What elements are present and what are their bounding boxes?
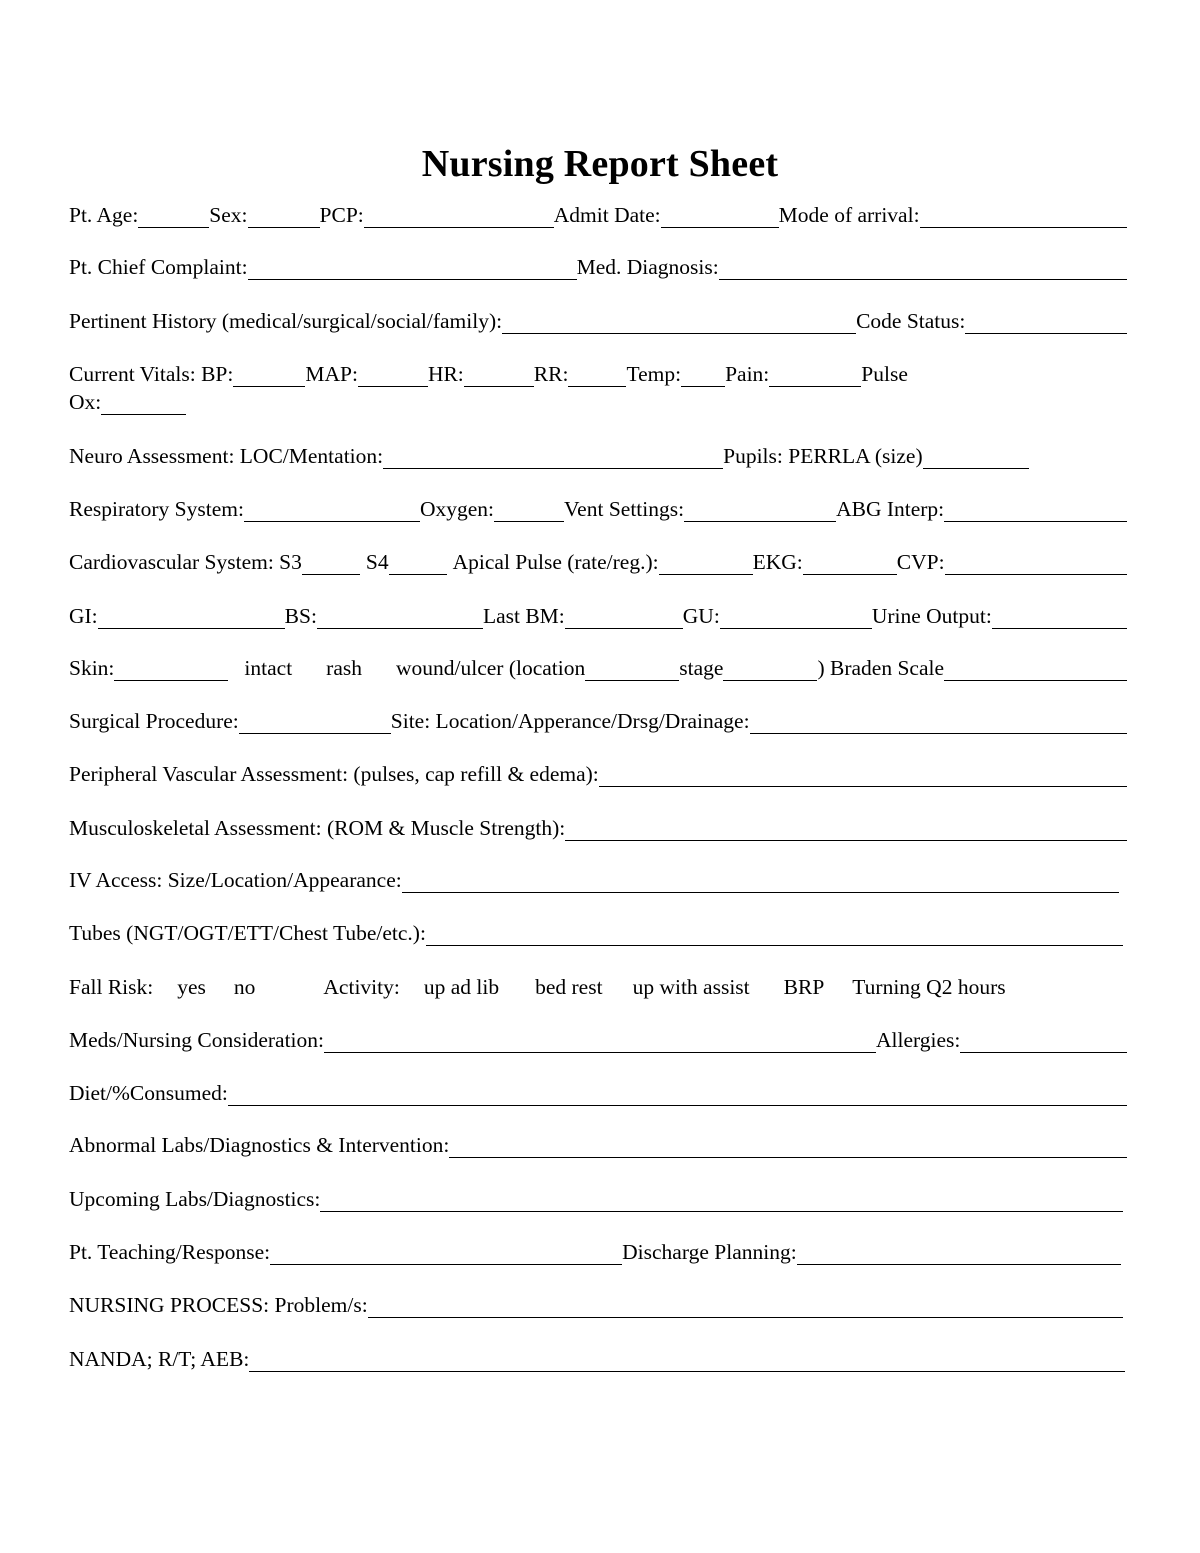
admit-date-label: Admit Date: [553, 203, 661, 227]
pain-field[interactable] [769, 366, 861, 387]
upcoming-labs-row [69, 1186, 1123, 1212]
nanda-row [69, 1346, 1125, 1372]
page-title: Nursing Report Sheet [421, 143, 779, 185]
history-row [69, 308, 1127, 334]
rr-field[interactable] [568, 366, 626, 387]
wound-location-field[interactable] [585, 660, 679, 681]
skin-option-intact[interactable]: intact [244, 656, 293, 680]
chief-complaint-label: Pt. Chief Complaint: [69, 255, 248, 279]
pulse-ox-field[interactable] [101, 394, 186, 415]
musculoskeletal-row [69, 815, 1127, 841]
surgical-procedure-label: Surgical Procedure: [69, 709, 239, 733]
braden-scale-label: ) Braden Scale [817, 656, 945, 680]
gu-field[interactable] [720, 608, 872, 629]
activity-up-with-assist[interactable]: up with assist [632, 975, 750, 999]
iv-access-field[interactable] [402, 872, 1119, 893]
fall-risk-no[interactable]: no [233, 975, 256, 999]
discharge-planning-field[interactable] [797, 1244, 1121, 1265]
respiratory-row [69, 496, 1127, 522]
surgical-procedure-field[interactable] [239, 713, 391, 734]
fall-activity-row [69, 974, 1127, 1000]
vent-settings-field[interactable] [684, 501, 836, 522]
gu-label: GU: [682, 604, 720, 628]
site-label: Site: Location/Apperance/Drsg/Drainage: [390, 709, 750, 733]
chief-complaint-field[interactable] [248, 259, 577, 280]
vitals-row [69, 361, 1127, 387]
activity-label: Activity: [323, 975, 400, 999]
vitals-row-continued [69, 389, 1127, 415]
code-status-field[interactable] [965, 313, 1127, 334]
ox-label: Ox: [69, 390, 102, 414]
loc-mentation-field[interactable] [383, 448, 723, 469]
complaint-row [69, 254, 1127, 280]
cvp-label: CVP: [896, 550, 945, 574]
diet-consumed-field[interactable] [228, 1085, 1127, 1106]
meds-row [69, 1027, 1127, 1053]
meds-nursing-label: Meds/Nursing Consideration: [69, 1028, 324, 1052]
musculoskeletal-label: Musculoskeletal Assessment: (ROM & Muscle Strength): [69, 816, 566, 840]
discharge-planning-label: Discharge Planning: [622, 1240, 797, 1264]
allergies-label: Allergies: [876, 1028, 961, 1052]
upcoming-labs-label: Upcoming Labs/Diagnostics: [69, 1187, 321, 1211]
age-field[interactable] [138, 207, 209, 228]
hr-label: HR: [427, 362, 464, 386]
tubes-field[interactable] [426, 925, 1123, 946]
abg-interp-field[interactable] [944, 501, 1127, 522]
peripheral-vascular-label: Peripheral Vascular Assessment: (pulses, cap refill & edema): [69, 762, 599, 786]
allergies-field[interactable] [960, 1032, 1127, 1053]
cardiovascular-s3-label: Cardiovascular System: S3 [69, 550, 302, 574]
teaching-row [69, 1239, 1121, 1265]
nanda-field[interactable] [249, 1351, 1125, 1372]
abnormal-labs-row [69, 1132, 1127, 1158]
vent-settings-label: Vent Settings: [564, 497, 685, 521]
bp-field[interactable] [233, 366, 305, 387]
site-field[interactable] [750, 713, 1127, 734]
abnormal-labs-field[interactable] [449, 1137, 1127, 1158]
mode-of-arrival-field[interactable] [920, 207, 1127, 228]
musculoskeletal-field[interactable] [565, 820, 1127, 841]
bs-label: BS: [284, 604, 317, 628]
upcoming-labs-field[interactable] [320, 1191, 1123, 1212]
activity-up-ad-lib[interactable]: up ad lib [423, 975, 500, 999]
activity-turning-q2-hours[interactable]: Turning Q2 hours [852, 975, 1006, 999]
nursing-process-row [69, 1292, 1123, 1318]
pupils-field[interactable] [923, 448, 1029, 469]
apical-pulse-label: Apical Pulse (rate/reg.): [452, 550, 659, 574]
urine-output-label: Urine Output: [871, 604, 992, 628]
code-status-label: Code Status: [856, 309, 966, 333]
med-diagnosis-label: Med. Diagnosis: [576, 255, 719, 279]
s4-label: S4 [365, 550, 389, 574]
surgical-row [69, 708, 1127, 734]
temp-label: Temp: [626, 362, 682, 386]
iv-access-label: IV Access: Size/Location/Appearance: [69, 868, 402, 892]
diet-consumed-label: Diet/%Consumed: [69, 1081, 228, 1105]
meds-nursing-field[interactable] [324, 1032, 876, 1053]
skin-option-rash[interactable]: rash [326, 656, 362, 680]
pulse-label: Pulse [861, 362, 908, 386]
age-label: Pt. Age: [69, 203, 139, 227]
sex-label: Sex: [209, 203, 248, 227]
gi-field[interactable] [98, 608, 285, 629]
diet-row [69, 1080, 1127, 1106]
nursing-process-label: NURSING PROCESS: Problem/s: [69, 1293, 368, 1317]
ekg-label: EKG: [752, 550, 803, 574]
respiratory-field[interactable] [244, 501, 420, 522]
last-bm-field[interactable] [565, 608, 683, 629]
peripheral-vascular-field[interactable] [599, 766, 1127, 787]
skin-row [69, 655, 1127, 681]
pain-label: Pain: [725, 362, 770, 386]
activity-brp[interactable]: BRP [783, 975, 825, 999]
braden-scale-field[interactable] [944, 660, 1127, 681]
fall-risk-yes[interactable]: yes [177, 975, 206, 999]
wound-ulcer-location-label: wound/ulcer (location [396, 656, 586, 680]
neuro-assessment-label: Neuro Assessment: LOC/Mentation: [69, 444, 384, 468]
temp-field[interactable] [681, 366, 725, 387]
gi-label: GI: [69, 604, 98, 628]
ekg-field[interactable] [803, 554, 897, 575]
cardiovascular-row [69, 549, 1127, 575]
activity-bed-rest[interactable]: bed rest [535, 975, 603, 999]
pertinent-history-field[interactable] [502, 313, 856, 334]
demographics-row [69, 202, 1127, 228]
oxygen-label: Oxygen: [419, 497, 495, 521]
mode-of-arrival-label: Mode of arrival: [778, 203, 920, 227]
nursing-process-field[interactable] [368, 1297, 1123, 1318]
pertinent-history-label: Pertinent History (medical/surgical/social/family): [69, 309, 503, 333]
sex-field[interactable] [248, 207, 320, 228]
apical-pulse-field[interactable] [659, 554, 753, 575]
vitals-bp-label: Current Vitals: BP: [69, 362, 234, 386]
cvp-field[interactable] [945, 554, 1127, 575]
hr-field[interactable] [464, 366, 534, 387]
abg-interp-label: ABG Interp: [836, 497, 945, 521]
skin-label: Skin: [69, 656, 115, 680]
tubes-label: Tubes (NGT/OGT/ETT/Chest Tube/etc.): [69, 921, 426, 945]
admit-date-field[interactable] [661, 207, 779, 228]
s3-field[interactable] [302, 554, 360, 575]
stage-field[interactable] [723, 660, 817, 681]
rr-label: RR: [533, 362, 569, 386]
nanda-label: NANDA; R/T; AEB: [69, 1347, 250, 1371]
bs-field[interactable] [317, 608, 483, 629]
urine-output-field[interactable] [992, 608, 1127, 629]
pt-teaching-field[interactable] [270, 1244, 622, 1265]
s4-field[interactable] [389, 554, 447, 575]
skin-field[interactable] [114, 660, 228, 681]
med-diagnosis-field[interactable] [719, 259, 1127, 280]
abnormal-labs-label: Abnormal Labs/Diagnostics & Intervention: [69, 1133, 450, 1157]
neuro-row [69, 443, 1127, 469]
pupils-label: Pupils: PERRLA (size) [723, 444, 923, 468]
pcp-field[interactable] [364, 207, 554, 228]
respiratory-label: Respiratory System: [69, 497, 244, 521]
last-bm-label: Last BM: [482, 604, 565, 628]
tubes-row [69, 920, 1123, 946]
oxygen-field[interactable] [494, 501, 564, 522]
gi-gu-row [69, 603, 1127, 629]
stage-label: stage [679, 656, 724, 680]
pt-teaching-label: Pt. Teaching/Response: [69, 1240, 271, 1264]
map-label: MAP: [305, 362, 358, 386]
iv-access-row [69, 867, 1119, 893]
pcp-label: PCP: [319, 203, 364, 227]
peripheral-row [69, 761, 1127, 787]
map-field[interactable] [358, 366, 428, 387]
fall-risk-label: Fall Risk: [69, 975, 154, 999]
